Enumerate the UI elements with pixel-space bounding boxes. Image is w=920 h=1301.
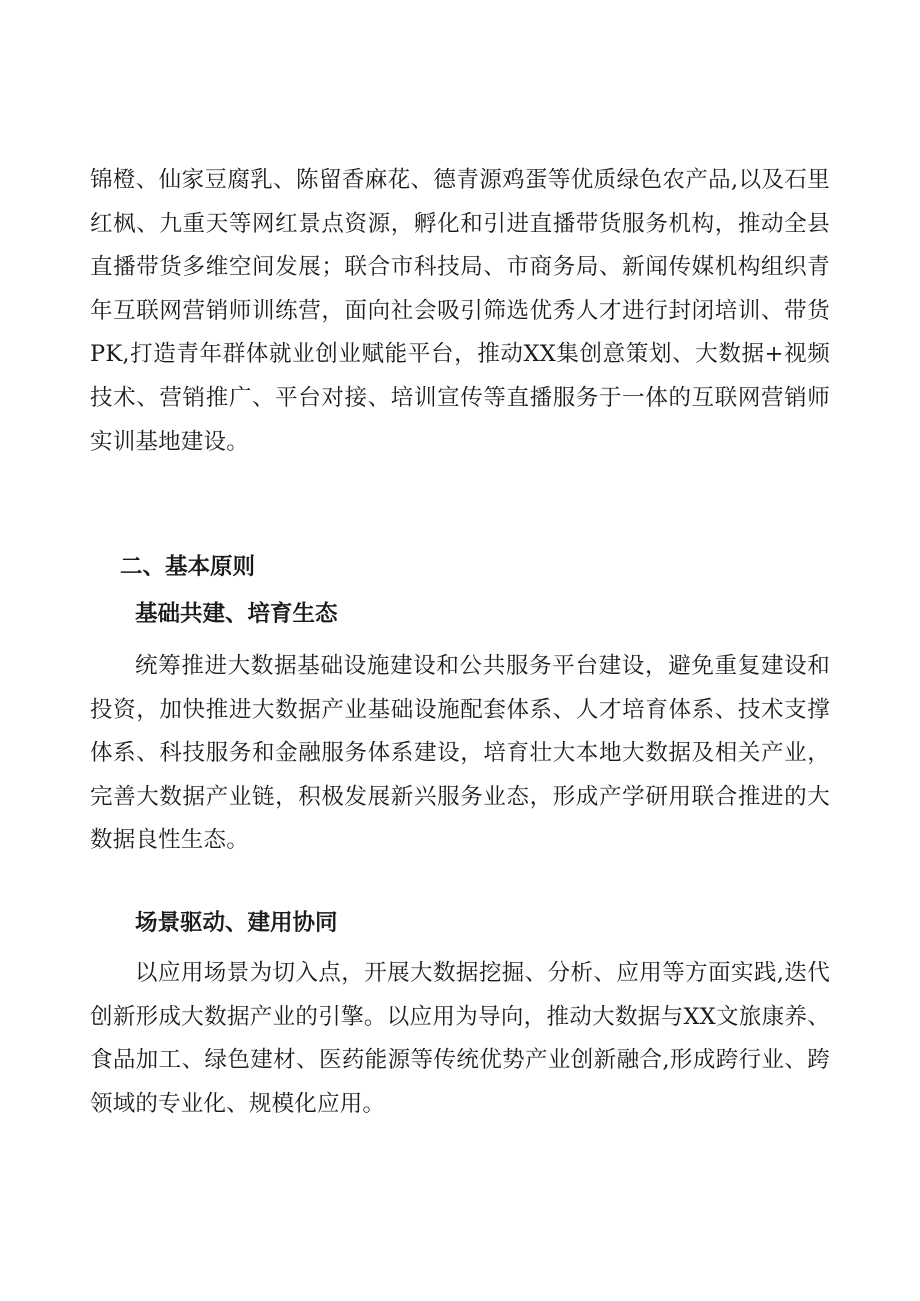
- principle-2-body-block: [90, 952, 830, 1126]
- principle-2-body: 以应用场景为切入点，开展大数据挖掘、分析、应用等方面实践,迭代创新形成大数据产业的引擎。以应用为导向，推动大数据与XX文旅康养、食品加工、绿色建材、医药能源等传统优势产业创新融合,形成跨行业、跨领域的专业化、规模化应用。: [90, 960, 830, 1117]
- principle-1-title: 基础共建、培育生态: [135, 601, 338, 627]
- principle-1-body: 统筹推进大数据基础设施建设和公共服务平台建设，避免重复建设和投资，加快推进大数据产业基础设施配套体系、人才培育体系、技术支撑体系、科技服务和金融服务体系建设，培育壮大本地大数据及相关产业，完善大数据产业链，积极发展新兴服务业态，形成产学研用联合推进的大数据良性生态。: [90, 653, 830, 854]
- principle-2-title: 场景驱动、建用协同: [135, 910, 338, 936]
- section-heading: 二、基本原则: [120, 554, 256, 580]
- body-paragraph: 锦橙、仙家豆腐乳、陈留香麻花、德青源鸡蛋等优质绿色农产品,以及石里红枫、九重天等网红景点资源，孵化和引进直播带货服务机构，推动全县直播带货多维空间发展；联合市科技局、市商务局、新闻传媒机构组织青年互联网营销师训练营，面向社会吸引筛选优秀人才进行封闭培训、带货PK,打造青年群体就业创业赋能平台，推动XX集创意策划、大数据+视频技术、营销推广、平台对接、培训宣传等直播服务于一体的互联网营销师实训基地建设。: [90, 167, 830, 455]
- principle-2-title-block: [90, 907, 830, 939]
- principle-1-title-block: [90, 598, 830, 630]
- section-heading-block: [90, 551, 830, 583]
- paragraph-block: [90, 159, 830, 464]
- principle-1-body-block: [90, 645, 830, 863]
